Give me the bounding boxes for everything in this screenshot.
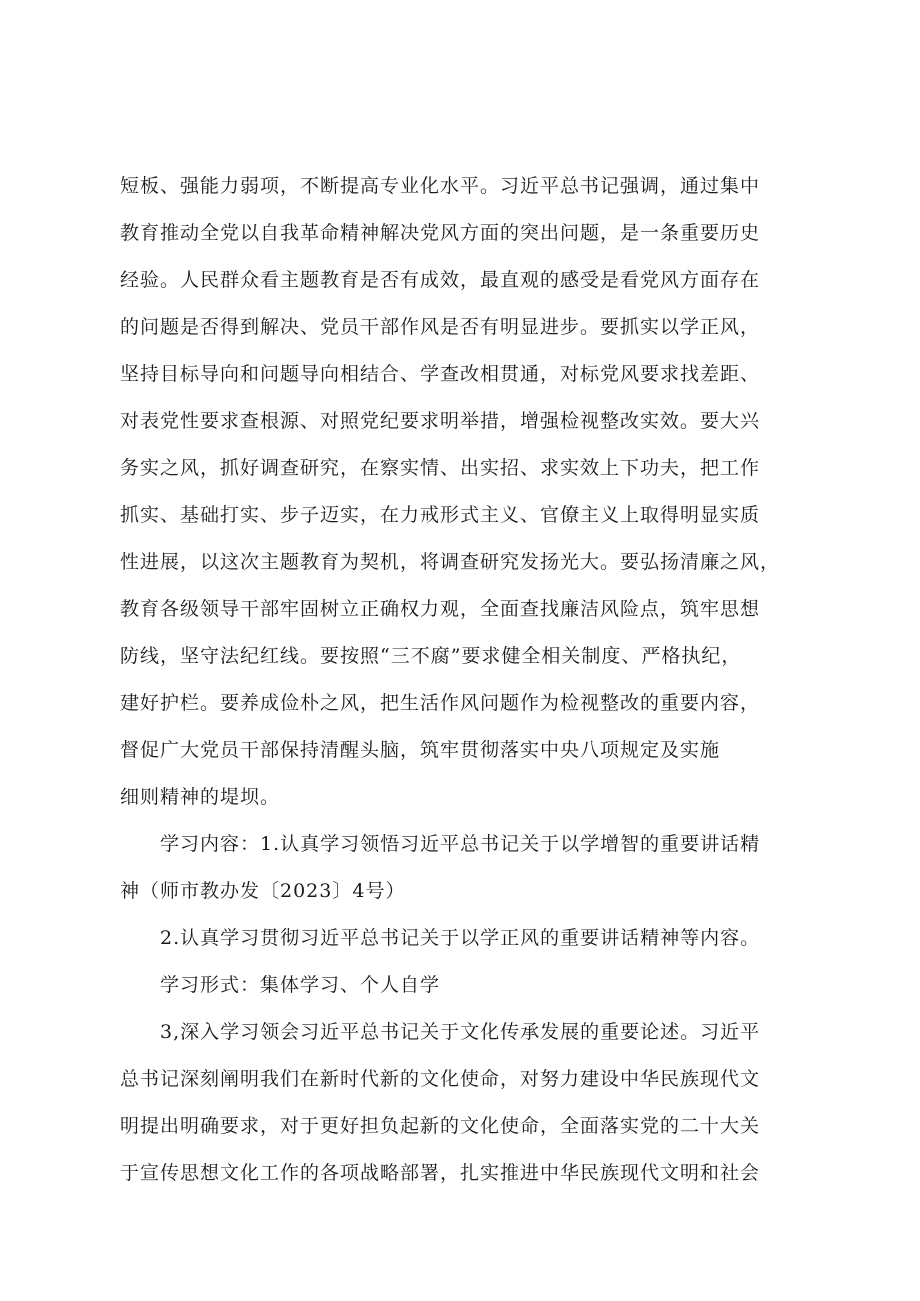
body-line-8: 抓实、基础打实、步子迈实，在力戒形式主义、官僚主义上取得明显实质 [120, 504, 761, 526]
body-line-3: 经验。人民群众看主题教育是否有成效，最直观的感受是看党风方面存在 [120, 269, 761, 291]
body-line-17: 明提出明确要求，对于更好担负起新的文化使命，全面落实党的二十大关 [120, 1115, 761, 1137]
body-line-12: 建好护栏。要养成俭朴之风，把生活作风问题作为检视整改的重要内容， [120, 692, 761, 714]
body-line-4: 的问题是否得到解决、党员干部作风是否有明显进步。要抓实以学正风， [120, 316, 761, 338]
body-line-11: 防线，坚守法纪红线。要按照“三不腐”要求健全相关制度、严格执纪， [120, 645, 742, 667]
body-line-14: 细则精神的堤坝。 [120, 786, 281, 808]
body-line-15: 3,深入学习领会习近平总书记关于文化传承发展的重要论述。习近平 [160, 1021, 761, 1043]
body-line-1: 短板、强能力弱项，不断提高专业化水平。习近平总书记强调，通过集中 [120, 175, 761, 197]
body-line-6: 对表党性要求查根源、对照党纪要求明举措，增强检视整改实效。要大兴 [120, 410, 761, 432]
body-line-5: 坚持目标导向和问题导向相结合、学查改相贯通，对标党风要求找差距、 [120, 363, 761, 385]
body-line-9: 性进展，以这次主题教育为契机，将调查研究发扬光大。要弘扬清廉之风， [120, 551, 781, 573]
body-line-18: 于宣传思想文化工作的各项战略部署，扎实推进中华民族现代文明和社会 [120, 1162, 761, 1184]
study-content-line-1: 学习内容：1.认真学习领悟习近平总书记关于以学增智的重要讲话精 [160, 833, 761, 855]
body-line-13: 督促广大党员干部保持清醒头脑，筑牢贯彻落实中央八项规定及实施 [120, 739, 721, 761]
study-content-line-2: 神（师市教办发〔2023〕4号） [120, 880, 406, 902]
body-line-16: 总书记深刻阐明我们在新时代新的文化使命，对努力建设中华民族现代文 [120, 1068, 761, 1090]
body-line-2: 教育推动全党以自我革命精神解决党风方面的突出问题，是一条重要历史 [120, 222, 761, 244]
study-content-item-2: 2.认真学习贯彻习近平总书记关于以学正风的重要讲话精神等内容。 [160, 927, 761, 949]
body-line-10: 教育各级领导干部牢固树立正确权力观，全面查找廉洁风险点，筑牢思想 [120, 598, 761, 620]
body-line-7: 务实之风，抓好调查研究，在察实情、出实招、求实效上下功夫，把工作 [120, 457, 761, 479]
study-format-line: 学习形式：集体学习、个人自学 [160, 974, 441, 996]
